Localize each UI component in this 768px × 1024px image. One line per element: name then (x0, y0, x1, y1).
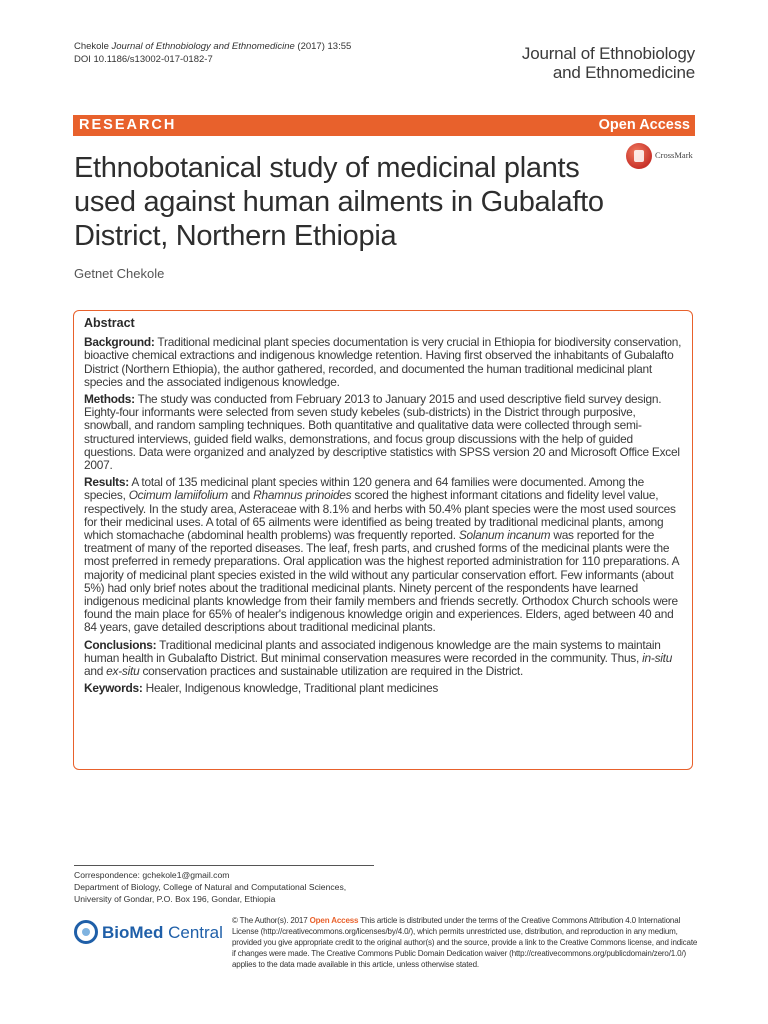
biomed-central-logo: BioMed Central (74, 920, 224, 950)
open-access-tag: Open Access (309, 916, 359, 925)
affiliation-line2: University of Gondar, P.O. Box 196, Gondar, Ethiopia (74, 894, 276, 904)
open-access-label: Open Access (598, 117, 690, 133)
doi-link[interactable]: DOI 10.1186/s13002-017-0182-7 (74, 54, 213, 65)
abstract-keywords: Keywords: Healer, Indigenous knowledge, Traditional plant medicines (84, 681, 439, 696)
journal-logo (522, 44, 695, 82)
crossmark-icon (626, 143, 652, 169)
journal-logo-line2: and Ethnomedicine (552, 63, 695, 82)
article-type-banner (73, 115, 695, 136)
correspondence-footnote (74, 869, 346, 905)
article-title: Ethnobotanical study of medicinal plants used against human ailments in Gubalafto District, Northern Ethiopia (74, 152, 604, 252)
citation-journal: Journal of Ethnobiology and Ethnomedicine (111, 41, 295, 52)
citation-header (74, 40, 351, 66)
journal-logo-line1: Journal of Ethnobiology (521, 44, 695, 63)
abstract-conclusions: Conclusions: Traditional medicinal plants and associated indigenous knowledge are the main systems to maintain human health in Gubalafto District. But minimal conservation measures were recorded in the community. Thus, in-situ and ex-situ conservation practices and sustainable utilization are required in the District. (84, 637, 673, 679)
abstract-box (73, 310, 693, 770)
abstract-results: Results: A total of 135 medicinal plant species within 120 genera and 64 families were documented. Among the species, Ocimum lamiifolium and Rhamnus prinoides scored the highest informant citations and fidelity level value, respectively. In the study area, Asteraceae with 8.1% and herbs with 50.4% plant species were the most used sources for their medicinal uses. A total of 65 ailments were identified as being treated by traditional medicinal plants, among which stomachache (abdominal health problems) was frequently reported. Solanum incanum was reported for the treatment of many of the reported diseases. The leaf, fresh parts, and crushed forms of the medicinal plants were the most preferred in remedy preparations. Oral application was the highest reported administration for 110 preparations. A majority of medicinal plant species existed in the wild without any particular conservation effort. Few informants (about 5%) had only brief notes about the traditional medicinal plants. Ninety percent of the respondents have learned indigenous medicinal plants knowledge from their family members and friends secretly. Orthodox Church schools were found the main place for 65% of healer's indigenous knowledge origin and experiences. Elders, aged between 40 and 84 years, gave detailed descriptions about traditional medicinal plants. (84, 475, 679, 635)
correspondence-email[interactable]: Correspondence: gchekole1@gmail.com (74, 870, 230, 880)
citation-volume: (2017) 13:55 (297, 41, 352, 52)
biomed-central-icon (74, 920, 98, 944)
crossmark-label: CrossMark (655, 150, 693, 160)
footnote-divider (74, 865, 374, 866)
crossmark-badge[interactable] (626, 143, 698, 173)
citation-author: Chekole (74, 41, 109, 52)
abstract-background: Background: Traditional medicinal plant species documentation is very crucial in Ethiopia for biodiversity conservation, bioactive chemical extractions and indigenous knowledge retention. Having first observed the inhabitants of Gubalafto District (Northern Ethiopia), the author gathered, recorded, and documented the human traditional medicinal plant species and the associated indigenous knowledge. (84, 335, 682, 389)
affiliation-line1: Department of Biology, College of Natural and Computational Sciences, (74, 882, 347, 892)
article-author: Getnet Chekole (74, 266, 165, 281)
abstract-methods: Methods: The study was conducted from February 2013 to January 2015 and used descriptive field survey design. Eighty-four informants were selected from seven study kebeles (sub-districts) in the District through purposive, snowball, and random sampling techniques. Both quantitative and qualitative data were collected through semi-structured interviews, guided field walks, demonstrations, and focus group discussions with the help of guided questions. Data were organized and analyzed by descriptive statistics with SPSS version 20 and Microsoft Office Excel 2007. (84, 392, 680, 473)
abstract-heading: Abstract (84, 316, 135, 330)
license-statement: © The Author(s). 2017 Open Access This article is distributed under the terms of the Creative Commons Attribution 4.0 International License (http://creativecommons.org/licenses/by/4.0/), which permits unrestricted use, distribution, and reproduction in any medium, provided you give appropriate credit to the original author(s) and the source, provide a link to the Creative Commons license, and indicate if changes were made. The Creative Commons Public Domain Dedication waiver (http://creativecommons.org/publicdomain/zero/1.0/) applies to the data made available in this article, unless otherwise stated. (232, 916, 698, 969)
article-type-label: RESEARCH (79, 117, 177, 133)
